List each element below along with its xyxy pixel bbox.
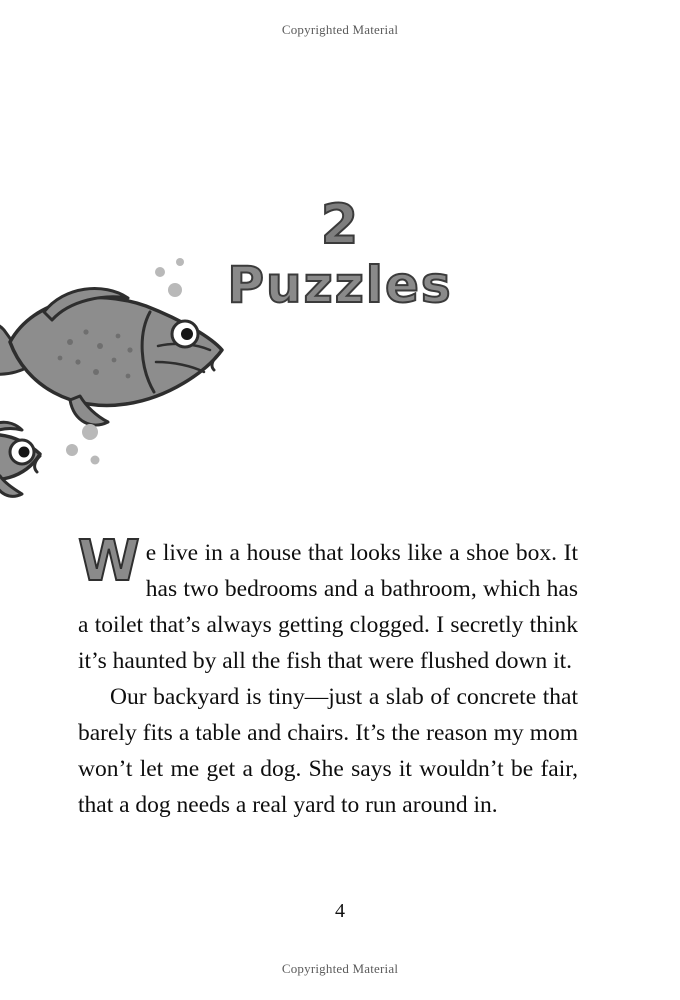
paragraph-1	[78, 529, 578, 679]
fish-large-icon	[0, 289, 222, 426]
drop-cap: W	[78, 529, 140, 594]
watermark-bottom: Copyrighted Material	[281, 961, 399, 976]
paragraph-1-text: e live in a house that looks like a shoe box. It has two bedrooms and a bathroom, which has a toilet that’s always getting clogged. I secretly think it’s haunted by all the fish that were flushed down it.	[78, 540, 578, 674]
chapter-number: 2	[320, 193, 360, 256]
paragraph-2: Our backyard is tiny—just a slab of concrete that barely fits a table and chairs. It’s the reason my mom won’t let me get a dog. She says it wouldn’t be fair, that a dog needs a real yard to run around in.	[78, 684, 578, 818]
fish-small-icon	[0, 422, 40, 496]
fish-illustration	[0, 250, 260, 540]
chapter-body	[78, 529, 578, 823]
chapter-title: Puzzles	[227, 256, 453, 314]
watermark-top: Copyrighted Material	[281, 22, 399, 37]
page-number: 4	[335, 900, 345, 922]
